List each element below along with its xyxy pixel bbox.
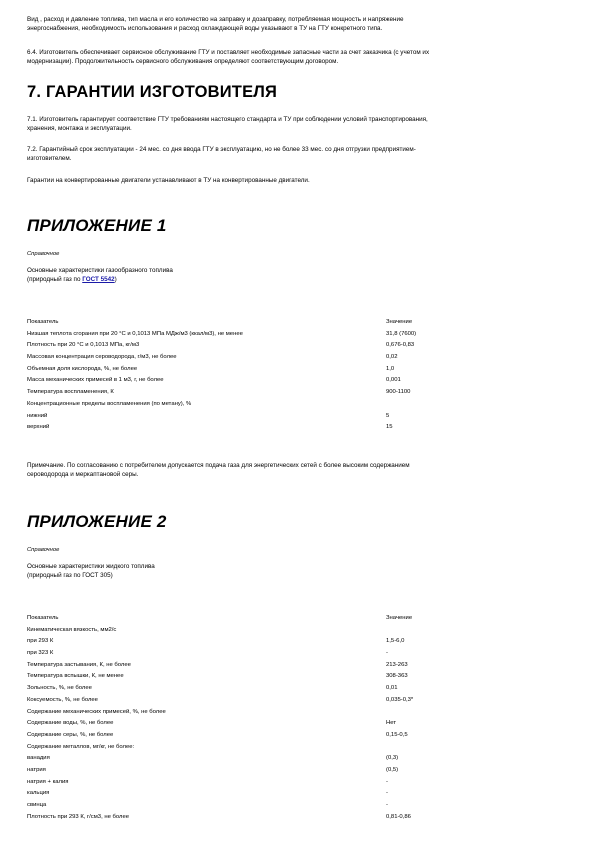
appendix-2-kind: Справочное — [27, 547, 60, 553]
row-name: Объемная доля кислорода, %, не более — [27, 365, 138, 372]
row-value: 15 — [386, 424, 393, 431]
caption-line: Основные характеристики жидкого топлива — [27, 563, 155, 570]
table-row — [27, 660, 567, 672]
header-value: Значение — [386, 615, 413, 621]
table-row — [27, 777, 567, 789]
row-name: Концентрационные пределы воспламенения (по метану), % — [27, 400, 192, 407]
table-header-row — [27, 613, 567, 625]
header-value: Значение — [386, 319, 413, 325]
table-row — [27, 671, 567, 683]
table-row — [27, 422, 567, 434]
appendix-1-caption — [27, 266, 567, 285]
caption-line: Основные характеристики газообразного топлива — [27, 267, 173, 274]
row-name: Температура застывания, К, не более — [27, 661, 131, 668]
table-row — [27, 765, 567, 777]
row-value: - — [386, 790, 388, 797]
table-row — [27, 788, 567, 800]
table-row — [27, 683, 567, 695]
section-title: 7. ГАРАНТИИ ИЗГОТОВИТЕЛЯ — [27, 83, 278, 101]
table-row — [27, 387, 567, 399]
text-line: Вид , расход и давление топлива, тип масла и его количество на заправку и дозаправку, потребляемая мощность и напряжение — [27, 16, 404, 23]
row-value: Нет — [386, 720, 397, 727]
row-name: Массовая концентрация сероводорода, г/м3, не более — [27, 354, 177, 361]
table-row — [27, 352, 567, 364]
caption-suffix: ) — [114, 276, 117, 284]
text-line: энергоснабжения, необходимость использования и расход охлаждающей воды указывают в ТУ на ГТУ конкретного типа. — [27, 25, 383, 33]
liquid-fuel-characteristics-table — [27, 613, 567, 823]
text-line: 7.2. Гарантийный срок эксплуатации - 24 мес. со дня ввода ГТУ в эксплуатацию, но не более 33 мес. со дня отгрузки предприятием- — [27, 146, 416, 153]
table-row — [27, 329, 567, 341]
row-name: Температура вспышки, К, не менее — [27, 673, 124, 680]
table-row — [27, 375, 567, 387]
row-name: ванадия — [27, 755, 50, 762]
row-value: 0,81-0,86 — [386, 813, 411, 820]
table-header-row — [27, 317, 567, 329]
row-name: кальция — [27, 790, 50, 797]
table-row — [27, 625, 567, 637]
appendix-1-title: ПРИЛОЖЕНИЕ 1 — [27, 216, 167, 235]
intro-paragraph-1 — [27, 15, 567, 34]
row-name: Плотность при 20 °С и 0,1013 МПа, кг/м3 — [27, 342, 140, 349]
row-name: нижний — [27, 412, 48, 419]
text-line: хранения, монтажа и эксплуатации. — [27, 125, 132, 133]
caption-prefix: (природный газ по — [27, 276, 83, 284]
row-name: натрия — [27, 766, 46, 773]
text-line: модернизации). Продолжительность сервисного обслуживания определяют соответствующим договором. — [27, 58, 339, 66]
table-row — [27, 695, 567, 707]
row-name: Содержание воды, %, не более — [27, 720, 114, 727]
text-line: сероводорода и меркаптановой серы. — [27, 471, 139, 479]
section7-paragraph-1 — [27, 115, 567, 134]
section7-paragraph-3: Гарантии на конвертированные двигатели устанавливают в ТУ на конвертированные двигатели. — [27, 177, 310, 184]
gost-5542-link[interactable]: ГОСТ 5542 — [82, 276, 115, 284]
row-value: 213-263 — [386, 661, 408, 668]
row-value: 308-363 — [386, 673, 408, 680]
row-value: 1,0 — [386, 365, 395, 372]
table-row — [27, 753, 567, 765]
fuel-gas-characteristics-table — [27, 317, 567, 434]
row-value: - — [386, 650, 388, 657]
row-name: Коксуемость, %, не более — [27, 696, 98, 703]
row-value: 0,676-0,83 — [386, 342, 415, 349]
table-row — [27, 648, 567, 660]
section7-paragraph-2 — [27, 145, 567, 164]
row-name: Низшая теплота сгорания при 20 °С и 0,1013 МПа МДж/м3 (ккал/м3), не менее — [27, 330, 243, 337]
row-name: Температура воспламенения, К — [27, 389, 114, 396]
table-row — [27, 411, 567, 423]
row-value: 0,035-0,3* — [386, 696, 414, 703]
table-row — [27, 812, 567, 824]
intro-paragraph-2 — [27, 48, 567, 67]
appendix-2-caption — [27, 562, 567, 581]
row-value: (0,3) — [386, 755, 399, 762]
header-name: Показатель — [27, 615, 59, 621]
row-name: Содержание металлов, мг/кг, не более: — [27, 743, 135, 750]
table-row — [27, 742, 567, 754]
row-name: Зольность, %, не более — [27, 685, 92, 692]
text-line: 6.4. Изготовитель обеспечивает сервисное обслуживание ГТУ и поставляет необходимые запасные части за счет заказчика (с учетом их — [27, 49, 430, 56]
row-value: (0,5) — [386, 766, 399, 773]
row-name: натрия + калия — [27, 778, 69, 785]
appendix-2-title: ПРИЛОЖЕНИЕ 2 — [27, 512, 167, 531]
row-name: Кинематическая вязкость, мм2/с — [27, 626, 117, 633]
row-value: 0,15-0,5 — [386, 731, 408, 738]
row-value: 31,8 (7600) — [386, 330, 417, 337]
row-name: Масса механических примесей в 1 м3, г, не более — [27, 377, 164, 384]
table-row — [27, 800, 567, 812]
row-value: 1,5-6,0 — [386, 638, 405, 645]
table-row — [27, 730, 567, 742]
row-value: - — [386, 778, 388, 785]
header-name: Показатель — [27, 319, 59, 325]
appendix-1-kind: Справочное — [27, 251, 60, 257]
table-row — [27, 718, 567, 730]
row-name: при 323 К — [27, 650, 54, 657]
row-value: 5 — [386, 412, 390, 419]
row-value: - — [386, 802, 388, 808]
row-name: Плотность при 293 К, г/см3, не более — [27, 813, 130, 820]
text-line: Примечание. По согласованию с потребителем допускается подача газа для энергетических сетей с более высоким содержанием — [27, 462, 410, 469]
text-line: 7.1. Изготовитель гарантирует соответствие ГТУ требованиям настоящего стандарта и ТУ при соблюдении условий транспортирования, — [27, 116, 428, 123]
table-row — [27, 636, 567, 648]
row-name: Содержание серы, %, не более — [27, 731, 114, 738]
row-name: при 293 К — [27, 638, 54, 645]
table-row — [27, 340, 567, 352]
row-name: Содержание механических примесей, %, не более — [27, 708, 166, 715]
row-value: 0,02 — [386, 354, 398, 361]
table-row — [27, 707, 567, 719]
row-value: 0,01 — [386, 685, 398, 692]
text-line: изготовителем. — [27, 155, 72, 163]
appendix-1-note — [27, 461, 567, 480]
table-row — [27, 364, 567, 376]
table-row — [27, 399, 567, 411]
row-value: 0,001 — [386, 377, 401, 384]
row-name: верхний — [27, 424, 50, 431]
row-name: свинца — [27, 802, 47, 808]
caption-line: (природный газ по ГОСТ 305) — [27, 572, 113, 580]
row-value: 900-1100 — [386, 389, 411, 396]
